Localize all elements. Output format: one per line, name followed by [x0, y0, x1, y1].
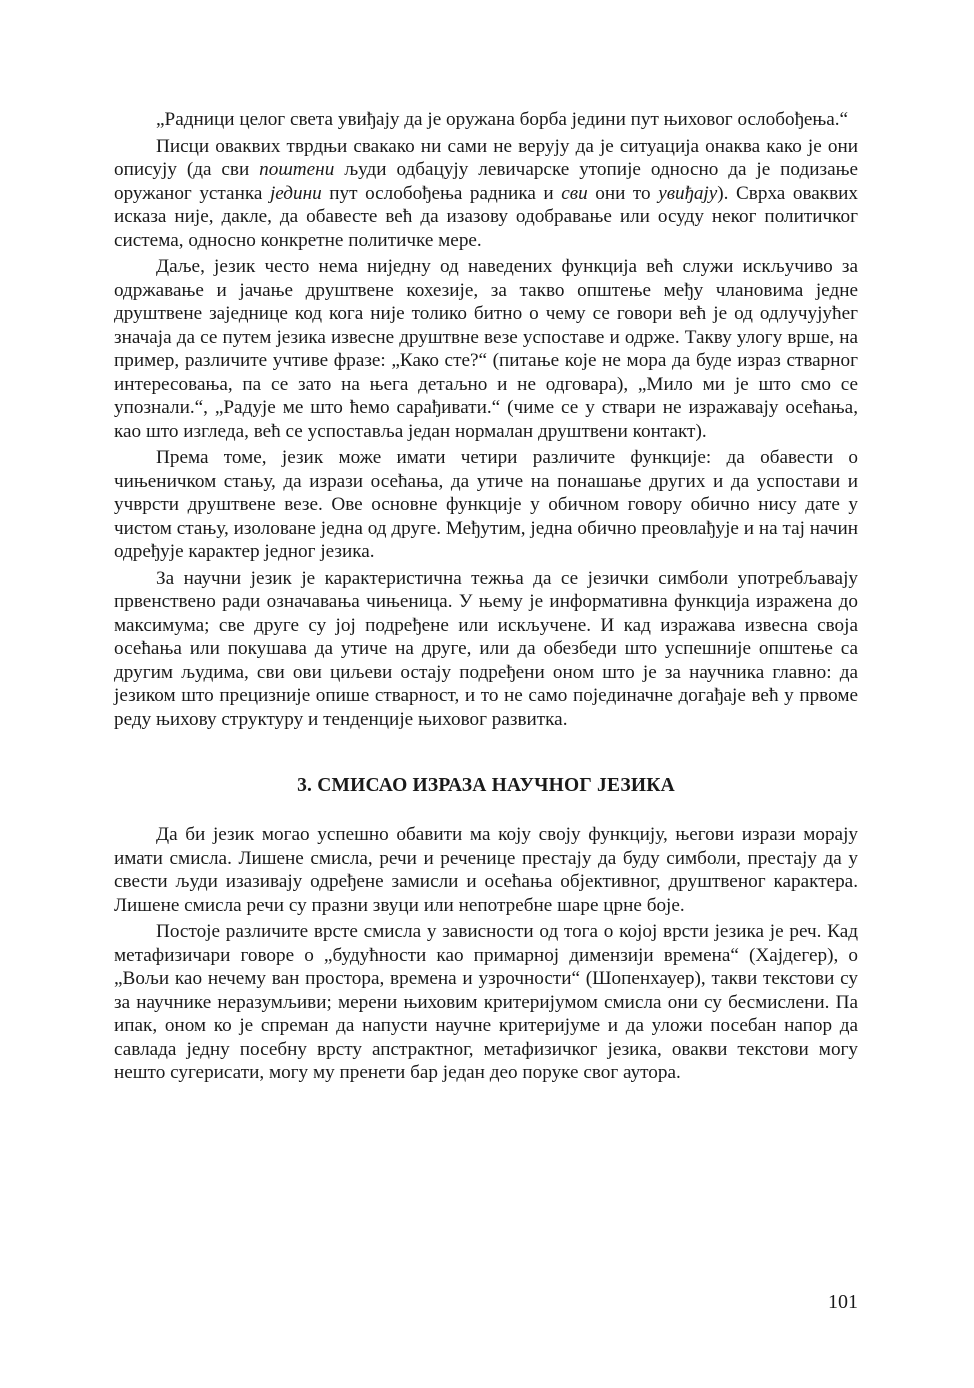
page-number: 101	[828, 1291, 858, 1313]
italic-word: увиђају	[658, 182, 718, 204]
text-run: они то	[587, 182, 659, 204]
text-run: ). Сврха оваквих исказа није, дакле, да обавесте већ да изазову одобравање или осуду неког политичког система, односно конкретне политичке мере.	[114, 182, 859, 251]
section-paragraph-1: Да би језик могао успешно обавити ма коју своју функцију, његови изрази морају имати смисла. Лишене смисла, речи и реченице престају да буду симболи, престају да у свести људи изазивају одређене замисли и осећања објективног, друштвеног карактера. Лишене смисла речи су празни звуци или непотребне шаре црне боје.	[114, 824, 858, 916]
italic-word: једини	[269, 182, 322, 204]
italic-word: сви	[561, 182, 588, 204]
section-heading: 3. СМИСАО ИЗРАЗА НАУЧНОГ ЈЕЗИКА	[297, 775, 675, 796]
quote-paragraph: „Радници целог света увиђају да је оружана борба једини пут њиховог ослобођења.“	[156, 109, 849, 130]
body-paragraph-3: Према томе, језик може имати четири различите функције: да обавести о чињеничком стању, да изрази осећања, да утиче на понашање других и да успостави и учврсти друштвене везе. Ове основне функције у обичном говору обично нису дате у чистом стању, изоловане једна од друге. Међутим, једна обично преовлађује и на тај начин одређује карактер једног језика.	[114, 447, 858, 562]
section-paragraph-2: Постоје различите врсте смисла у зависности од тога о којој врсти језика је реч. Кад метафизичари говоре о „будућности као примарној димензији времена“ (Хајдегер), о „Вољи као нечему ван простора, времена и узрочности“ (Шопенхауер), такви текстови су за научнике неразумљиви; мерени њиховим критеријумом смисла они су бесмислени. Па ипак, оном ко је спреман да напусти научне критеријуме и да уложи посебан напор да савлада једну посебну врсту апстрактног, метафизичког језика, овакви текстови могу нешто сугерисати, могу му пренети бар један део поруке свог аутора.	[114, 921, 858, 1083]
body-paragraph-2: Даље, језик често нема ниједну од наведених функција већ служи искључиво за одржавање и јачање друштвене кохезије, за такво општење међу члановима једне друштвене заједнице код кога није толико битно о чему се говори већ је од одлучујућег значаја да се путем језика извесне друштвне везе успоставе и одрже. Такву улогу врше, на пример, различите учтиве фразе: „Како сте?“ (питање које не мора да буде израз стварног интересовања, па се зато на њега детаљно и не одговара), „Мило ми је што смо се упознали.“, „Радује ме што ћемо сарађивати.“ (чиме се у ствари не изражавају осећања, као што изгледа, већ се успоставља један нормалан друштвени контакт).	[114, 256, 858, 442]
text-run: Писци оваквих тврдњи свакако ни сами не верују да је ситуација онаква како је они описују (да сви	[114, 135, 858, 180]
italic-word: поштени	[259, 159, 335, 180]
page-body	[114, 108, 858, 1085]
text-run: пут ослобођења радника и	[321, 182, 562, 204]
text-run: људи одбацују левичарске утопије односно да је подизање оружаног устанка	[114, 159, 858, 204]
body-paragraph-4: За научни језик је карактеристична тежња да се језички симболи употребљавају првенствено ради означавања чињеница. У њему је информативна функција изражена до максимума; све друге су јој подређене или искључене. И кад изражава извесна своја осећања или покушава да утиче на друге, или да обезбеди што успешније општење са другим људима, сви ови циљеви остају подређени оном што је за научника главно: да језиком што прецизније опише стварност, и то не само појединачне догађаје већ у првоме реду њихову структуру и тенденције њиховог развитка.	[114, 567, 858, 730]
body-paragraph-1	[114, 135, 858, 253]
